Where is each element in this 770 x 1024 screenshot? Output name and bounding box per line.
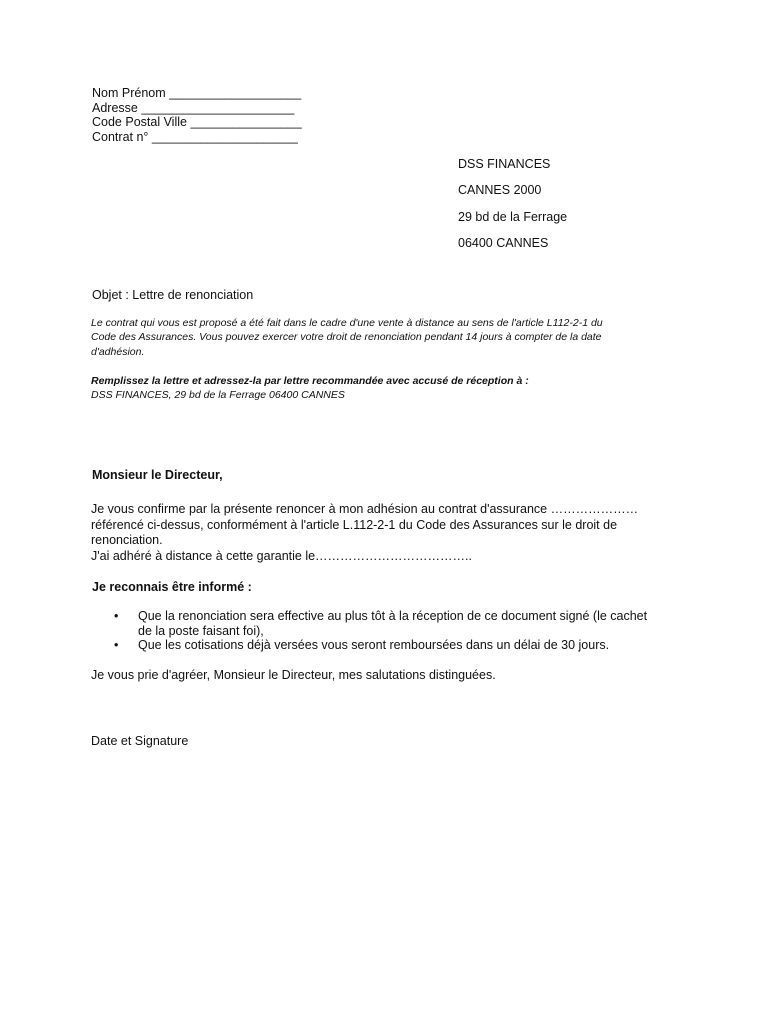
sender-name-line: Nom Prénom ___________________ bbox=[92, 86, 302, 100]
legal-notice bbox=[91, 316, 691, 359]
legal-notice-line: Le contrat qui vous est proposé a été fait dans le cadre d'une vente à distance au sens de l'article L112-2-1 du bbox=[91, 317, 603, 329]
body-line: J'ai adhéré à distance à cette garantie le……………………………….. bbox=[91, 548, 473, 563]
instruction-address: DSS FINANCES, 29 bd de la Ferrage 06400 CANNES bbox=[91, 389, 345, 402]
bullet-text: Que la renonciation sera effective au plus tôt à la réception de ce document signé (le cachet bbox=[138, 609, 648, 623]
instruction-block bbox=[91, 374, 529, 403]
bullet-item bbox=[114, 638, 704, 653]
bullet-list bbox=[114, 609, 704, 653]
bullet-text: Que les cotisations déjà versées vous seront remboursées dans un délai de 30 jours. bbox=[138, 638, 610, 652]
informed-heading: Je reconnais être informé : bbox=[92, 580, 252, 594]
letter-object: Objet : Lettre de renonciation bbox=[92, 288, 254, 302]
greeting: Monsieur le Directeur, bbox=[92, 468, 223, 482]
body-line: référencé ci-dessus, conformément à l'article L.112-2-1 du Code des Assurances sur le droit de bbox=[91, 517, 618, 532]
legal-notice-line: d'adhésion. bbox=[91, 345, 145, 358]
bullet-item bbox=[114, 609, 704, 638]
closing-formula: Je vous prie d'agréer, Monsieur le Directeur, mes salutations distinguées. bbox=[91, 668, 496, 682]
sender-contract-line: Contrat n° _____________________ bbox=[92, 129, 298, 144]
bullet-marker: • bbox=[114, 609, 119, 623]
recipient-city: 06400 CANNES bbox=[458, 235, 549, 250]
signature-label: Date et Signature bbox=[91, 734, 189, 748]
recipient-company: DSS FINANCES bbox=[458, 157, 551, 171]
sender-city-line: Code Postal Ville ________________ bbox=[92, 115, 302, 129]
sender-address-line: Adresse ______________________ bbox=[92, 100, 295, 115]
body-line: Je vous confirme par la présente renoncer à mon adhésion au contrat d'assurance ………………… bbox=[91, 502, 639, 516]
bullet-marker: • bbox=[114, 638, 119, 652]
bullet-text: de la poste faisant foi), bbox=[138, 623, 264, 638]
recipient-block bbox=[458, 156, 567, 261]
recipient-building: CANNES 2000 bbox=[458, 183, 542, 198]
instruction-text: Remplissez la lettre et adressez-la par lettre recommandée avec accusé de réception à : bbox=[91, 375, 529, 387]
body-line: renonciation. bbox=[91, 533, 163, 547]
recipient-street: 29 bd de la Ferrage bbox=[458, 209, 568, 224]
sender-block bbox=[92, 86, 302, 144]
legal-notice-line: Code des Assurances. Vous pouvez exercer votre droit de renonciation pendant 14 jours à compter de la date bbox=[91, 331, 602, 344]
body-paragraph bbox=[91, 502, 691, 564]
